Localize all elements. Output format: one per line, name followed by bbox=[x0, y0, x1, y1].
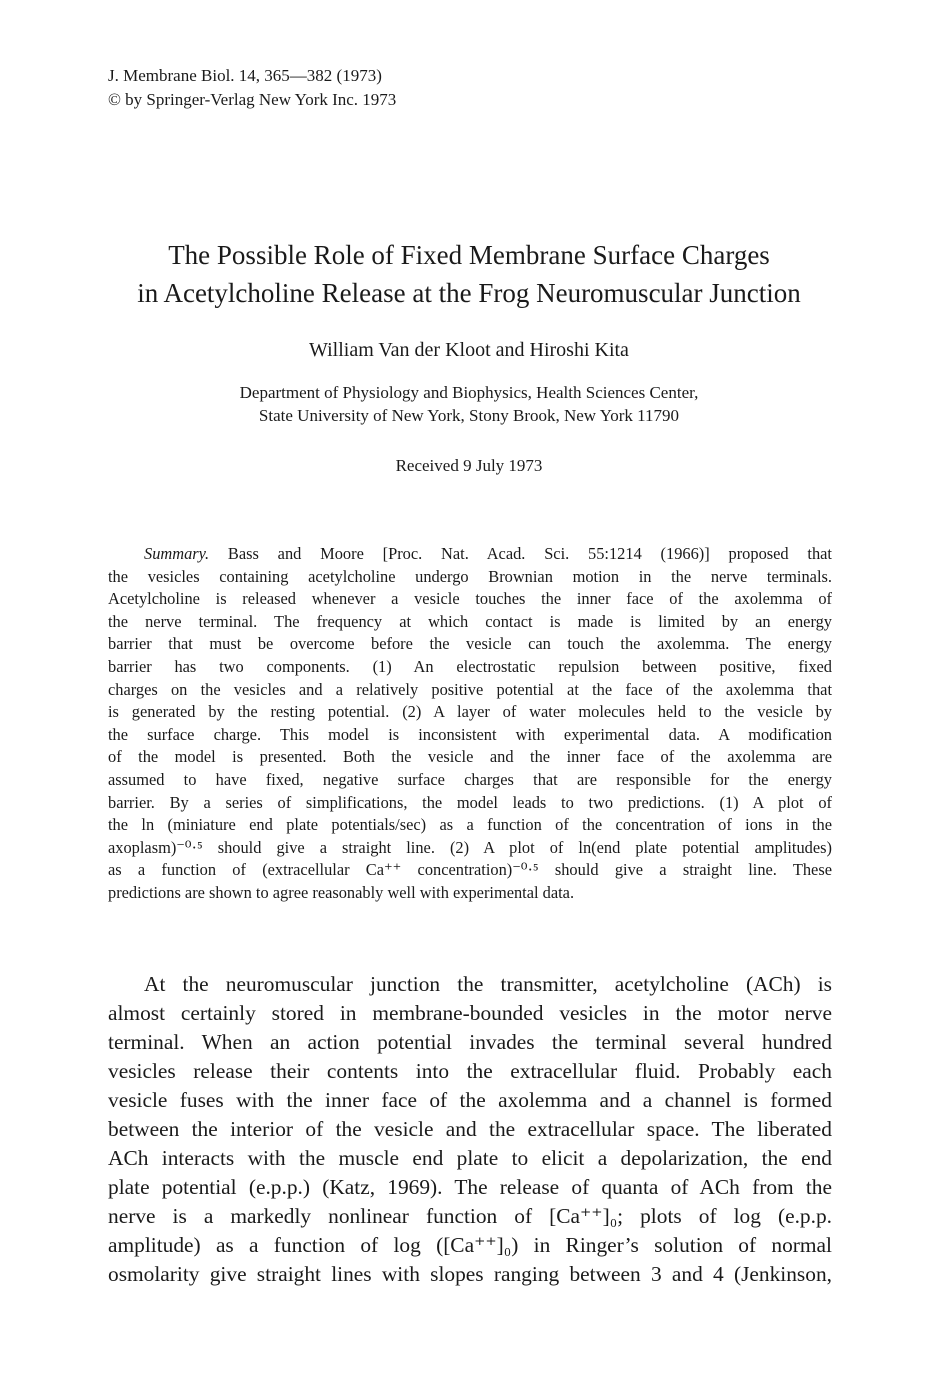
summary-label: Summary. bbox=[144, 544, 210, 563]
body-line: amplitude) as a function of log ([Ca⁺⁺]₀) in Ringer’s solution of normal bbox=[108, 1233, 832, 1257]
paper-title bbox=[60, 236, 878, 312]
summary-line: the surface charge. This model is inconsistent with experimental data. A modification bbox=[108, 724, 832, 744]
summary-first-line-text: Bass and Moore [Proc. Nat. Acad. Sci. 55:1214 (1966)] proposed that bbox=[227, 544, 832, 563]
body-line: between the interior of the vesicle and the extracellular space. The liberated bbox=[108, 1117, 832, 1141]
summary-line-0 bbox=[108, 543, 832, 566]
summary-line: as a function of (extracellular Ca⁺⁺ concentration)⁻⁰·⁵ should give a straight line. These bbox=[108, 860, 832, 880]
summary-line: of the model is presented. Both the vesicle and the inner face of the axolemma are bbox=[108, 747, 832, 767]
body-paragraph bbox=[108, 970, 832, 1289]
author-affiliation bbox=[0, 381, 938, 427]
summary-line: barrier has two components. (1) An electrostatic repulsion between positive, fixed bbox=[108, 656, 832, 676]
journal-citation: J. Membrane Biol. 14, 365—382 (1973) bbox=[108, 66, 382, 85]
summary-line: charges on the vesicles and a relatively positive potential at the face of the axolemma that bbox=[108, 679, 832, 699]
summary-line: predictions are shown to agree reasonably well with experimental data. bbox=[108, 882, 575, 902]
summary-line: the nerve terminal. The frequency at which contact is made is limited by an energy bbox=[108, 611, 832, 631]
body-line: plate potential (e.p.p.) (Katz, 1969). The release of quanta of ACh from the bbox=[108, 1175, 832, 1199]
summary-line: assumed to have fixed, negative surface charges that are responsible for the energy bbox=[108, 769, 832, 789]
summary-line: the ln (miniature end plate potentials/sec) as a function of the concentration of ions in the bbox=[108, 815, 832, 835]
title-line-1: The Possible Role of Fixed Membrane Surface Charges bbox=[168, 240, 770, 270]
body-line: nerve is a markedly nonlinear function of [Ca⁺⁺]₀; plots of log (e.p.p. bbox=[108, 1204, 832, 1228]
body-line: almost certainly stored in membrane-bounded vesicles in the motor nerve bbox=[108, 1001, 832, 1025]
body-line: vesicle fuses with the inner face of the axolemma and a channel is formed bbox=[108, 1088, 832, 1112]
summary-line: the vesicles containing acetylcholine undergo Brownian motion in the nerve terminals. bbox=[108, 566, 832, 586]
affiliation-line-2: State University of New York, Stony Brook, New York 11790 bbox=[258, 406, 680, 425]
body-line: ACh interacts with the muscle end plate to elicit a depolarization, the end bbox=[108, 1146, 832, 1170]
summary-line: axoplasm)⁻⁰·⁵ should give a straight line. (2) A plot of ln(end plate potential amplitudes) bbox=[108, 837, 832, 857]
summary-line: barrier. By a series of simplifications, the model leads to two predictions. (1) A plot of bbox=[108, 792, 832, 812]
summary-line: Acetylcholine is released whenever a vesicle touches the inner face of the axolemma of bbox=[108, 589, 832, 609]
received-date: Received 9 July 1973 bbox=[395, 456, 543, 475]
affiliation-line-1: Department of Physiology and Biophysics, Health Sciences Center, bbox=[239, 383, 699, 402]
body-line: terminal. When an action potential invades the terminal several hundred bbox=[108, 1030, 832, 1054]
body-line: At the neuromuscular junction the transmitter, acetylcholine (ACh) is bbox=[144, 972, 832, 996]
abstract-summary bbox=[108, 543, 832, 905]
journal-header bbox=[108, 64, 396, 112]
body-line: osmolarity give straight lines with slopes ranging between 3 and 4 (Jenkinson, bbox=[108, 1262, 832, 1286]
summary-line: is generated by the resting potential. (2) A layer of water molecules held to the vesicle by bbox=[108, 702, 832, 722]
journal-copyright: © by Springer-Verlag New York Inc. 1973 bbox=[108, 90, 397, 109]
summary-line: barrier that must be overcome before the vesicle can touch the axolemma. The energy bbox=[108, 634, 832, 654]
author-list: William Van der Kloot and Hiroshi Kita bbox=[309, 339, 629, 361]
title-line-2: in Acetylcholine Release at the Frog Neuromuscular Junction bbox=[137, 278, 801, 308]
body-line: vesicles release their contents into the extracellular fluid. Probably each bbox=[108, 1059, 832, 1083]
